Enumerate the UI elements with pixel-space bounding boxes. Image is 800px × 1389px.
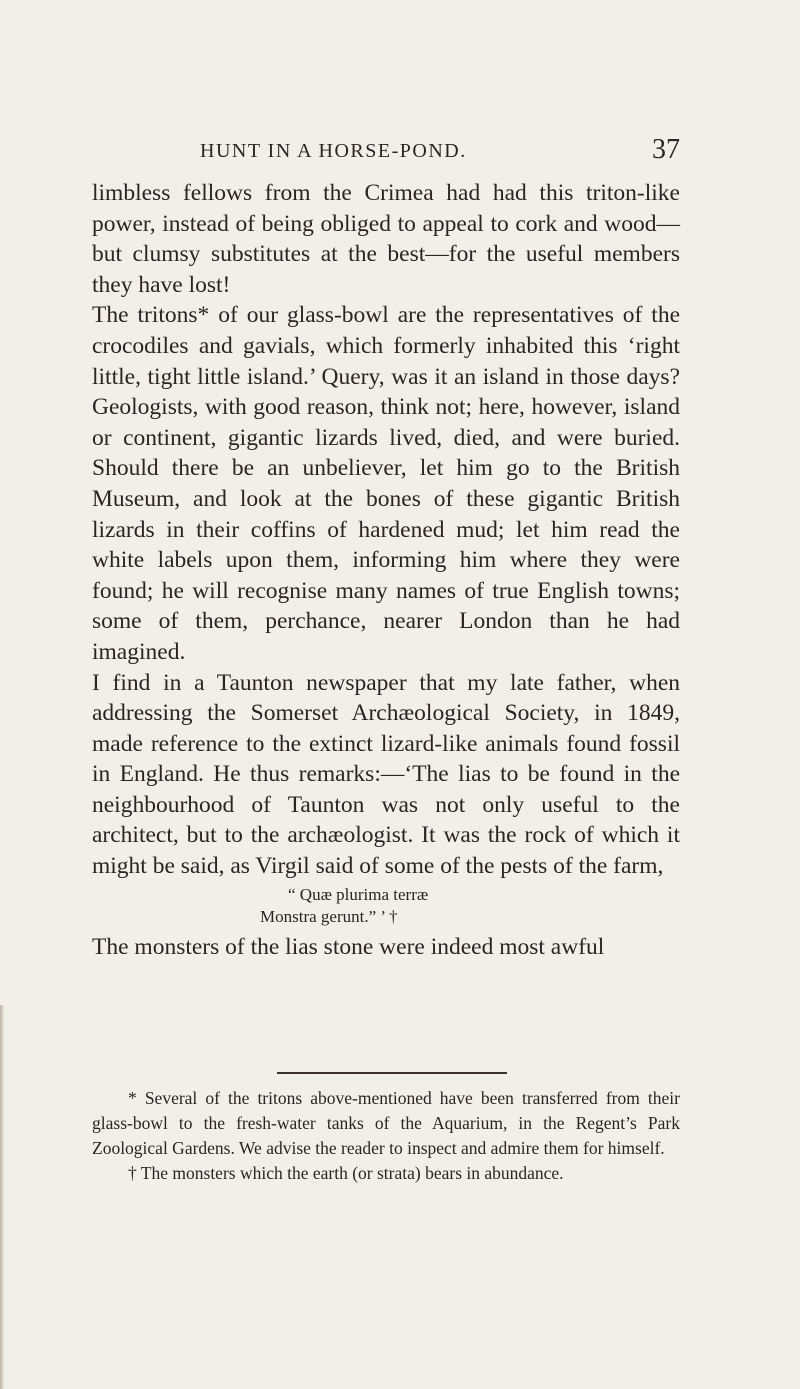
quotation-line-2: Monstra gerunt.” ’ †	[260, 906, 398, 926]
paragraph-tritons: The tritons* of our glass-bowl are the representatives of the crocodiles and gavials, which formerly inhabited this ‘right little, tight little island.’ Query, was it an island in those days? Geologists, with good reason, think not; here, however, island or continent, gigantic lizards lived, died, and were buried. Should there be an unbeliever, let him go to the British Museum, and look at the bones of these gigantic British lizards in their coffins of hardened mud; let him read the white labels upon them, informing him where they were found; he will recognise many names of true English towns; some of them, perchance, nearer London than he had imagined.	[92, 302, 680, 665]
page-edge-shadow	[0, 1005, 4, 1389]
footnote-asterisk: * Several of the tritons above-mentioned have been transferred from their glass-bowl to the fresh-water tanks of the Aquarium, in the Regent’s Park Zoological Gardens. We advise the reader to inspect and admire them for himself.	[92, 1088, 680, 1158]
main-text	[92, 178, 680, 962]
footnote-divider	[277, 1072, 507, 1074]
running-title: HUNT IN A HORSE-POND.	[200, 140, 467, 162]
page-header	[200, 134, 680, 165]
quotation-line-1: “ Quæ plurima terræ	[288, 884, 429, 904]
footnote-dagger: † The monsters which the earth (or strata) bears in abundance.	[128, 1163, 564, 1183]
latin-quotation	[92, 884, 680, 928]
page-number: 37	[652, 134, 680, 165]
paragraph-continuation: limbless fellows from the Crimea had had this triton-like power, instead of being obliged to appeal to cork and wood—but clumsy substitutes at the best—for the useful members they have lost!	[92, 180, 680, 298]
paragraph-monsters: The monsters of the lias stone were indeed most awful	[92, 933, 605, 960]
paragraph-taunton: I find in a Taunton newspaper that my late father, when addressing the Somerset Archæological Society, in 1849, made reference to the extinct lizard-like animals found fossil in England. He thus remarks:—‘The lias to be found in the neighbourhood of Taunton was not only useful to the architect, but to the archæologist. It was the rock of which it might be said, as Virgil said of some of the pests of the farm,	[92, 669, 680, 880]
footnotes	[92, 1086, 680, 1186]
